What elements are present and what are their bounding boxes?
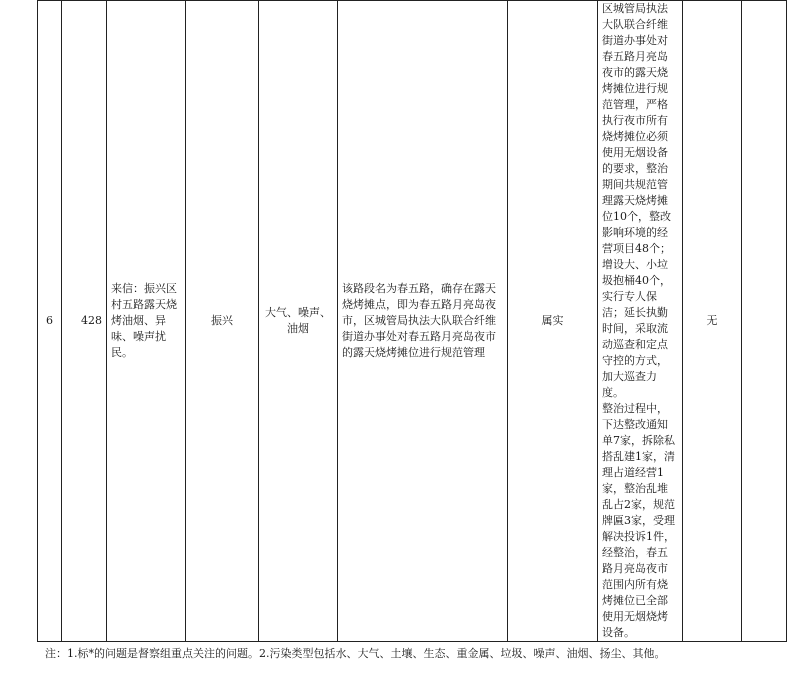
empty-cell <box>742 1 787 642</box>
complaint-content: 来信：振兴区村五路露天烧烤油烟、异味、噪声扰民。 <box>107 1 186 642</box>
actions-part-1: 区城管局执法大队联合纤维街道办事处对春五路月亮岛夜市的露天烧烤摊位进行规范管理，严格执行夜市所有烧烤摊位必须使用无烟设备的要求，整治期间共规范管理露天烧烤摊位10个，整改影响环境的经营项目48个；增设大、小垃圾抱桶40个，实行专人保洁；延长执勤时间，采取流动巡查和定点守控的方式，加大巡查力度。 <box>602 2 671 399</box>
verdict-cell: 属实 <box>508 1 598 642</box>
pollution-type-cell: 大气、噪声、油烟 <box>259 1 338 642</box>
investigation-cell: 该路段名为春五路，确存在露天烧烤摊点，即为春五路月亮岛夜市，区城管局执法大队联合纤维街道办事处对春五路月亮岛夜市的露天烧烤摊位进行规范管理 <box>338 1 508 642</box>
footnote: 注：1.标*的问题是督察组重点关注的问题。2.污染类型包括水、大气、土壤、生态、重金属、垃圾、噪声、油烟、扬尘、其他。 <box>45 647 666 660</box>
actions-part-2: 整治过程中，下达整改通知单7家，拆除私搭乱建1家，清理占道经营1家，整治乱堆乱占2家，规范牌匾3家，受理解决投诉1件，经整治，春五路月亮岛夜市范围内所有烧烤摊位已全部使用无烟烧烤设备。 <box>602 402 675 639</box>
complaint-number: 428 <box>62 1 107 642</box>
complaint-table <box>37 0 787 642</box>
actions-cell <box>598 1 683 642</box>
table-row <box>38 1 787 642</box>
row-index: 6 <box>38 1 62 642</box>
district-cell: 振兴 <box>186 1 259 642</box>
accountability-cell: 无 <box>683 1 742 642</box>
